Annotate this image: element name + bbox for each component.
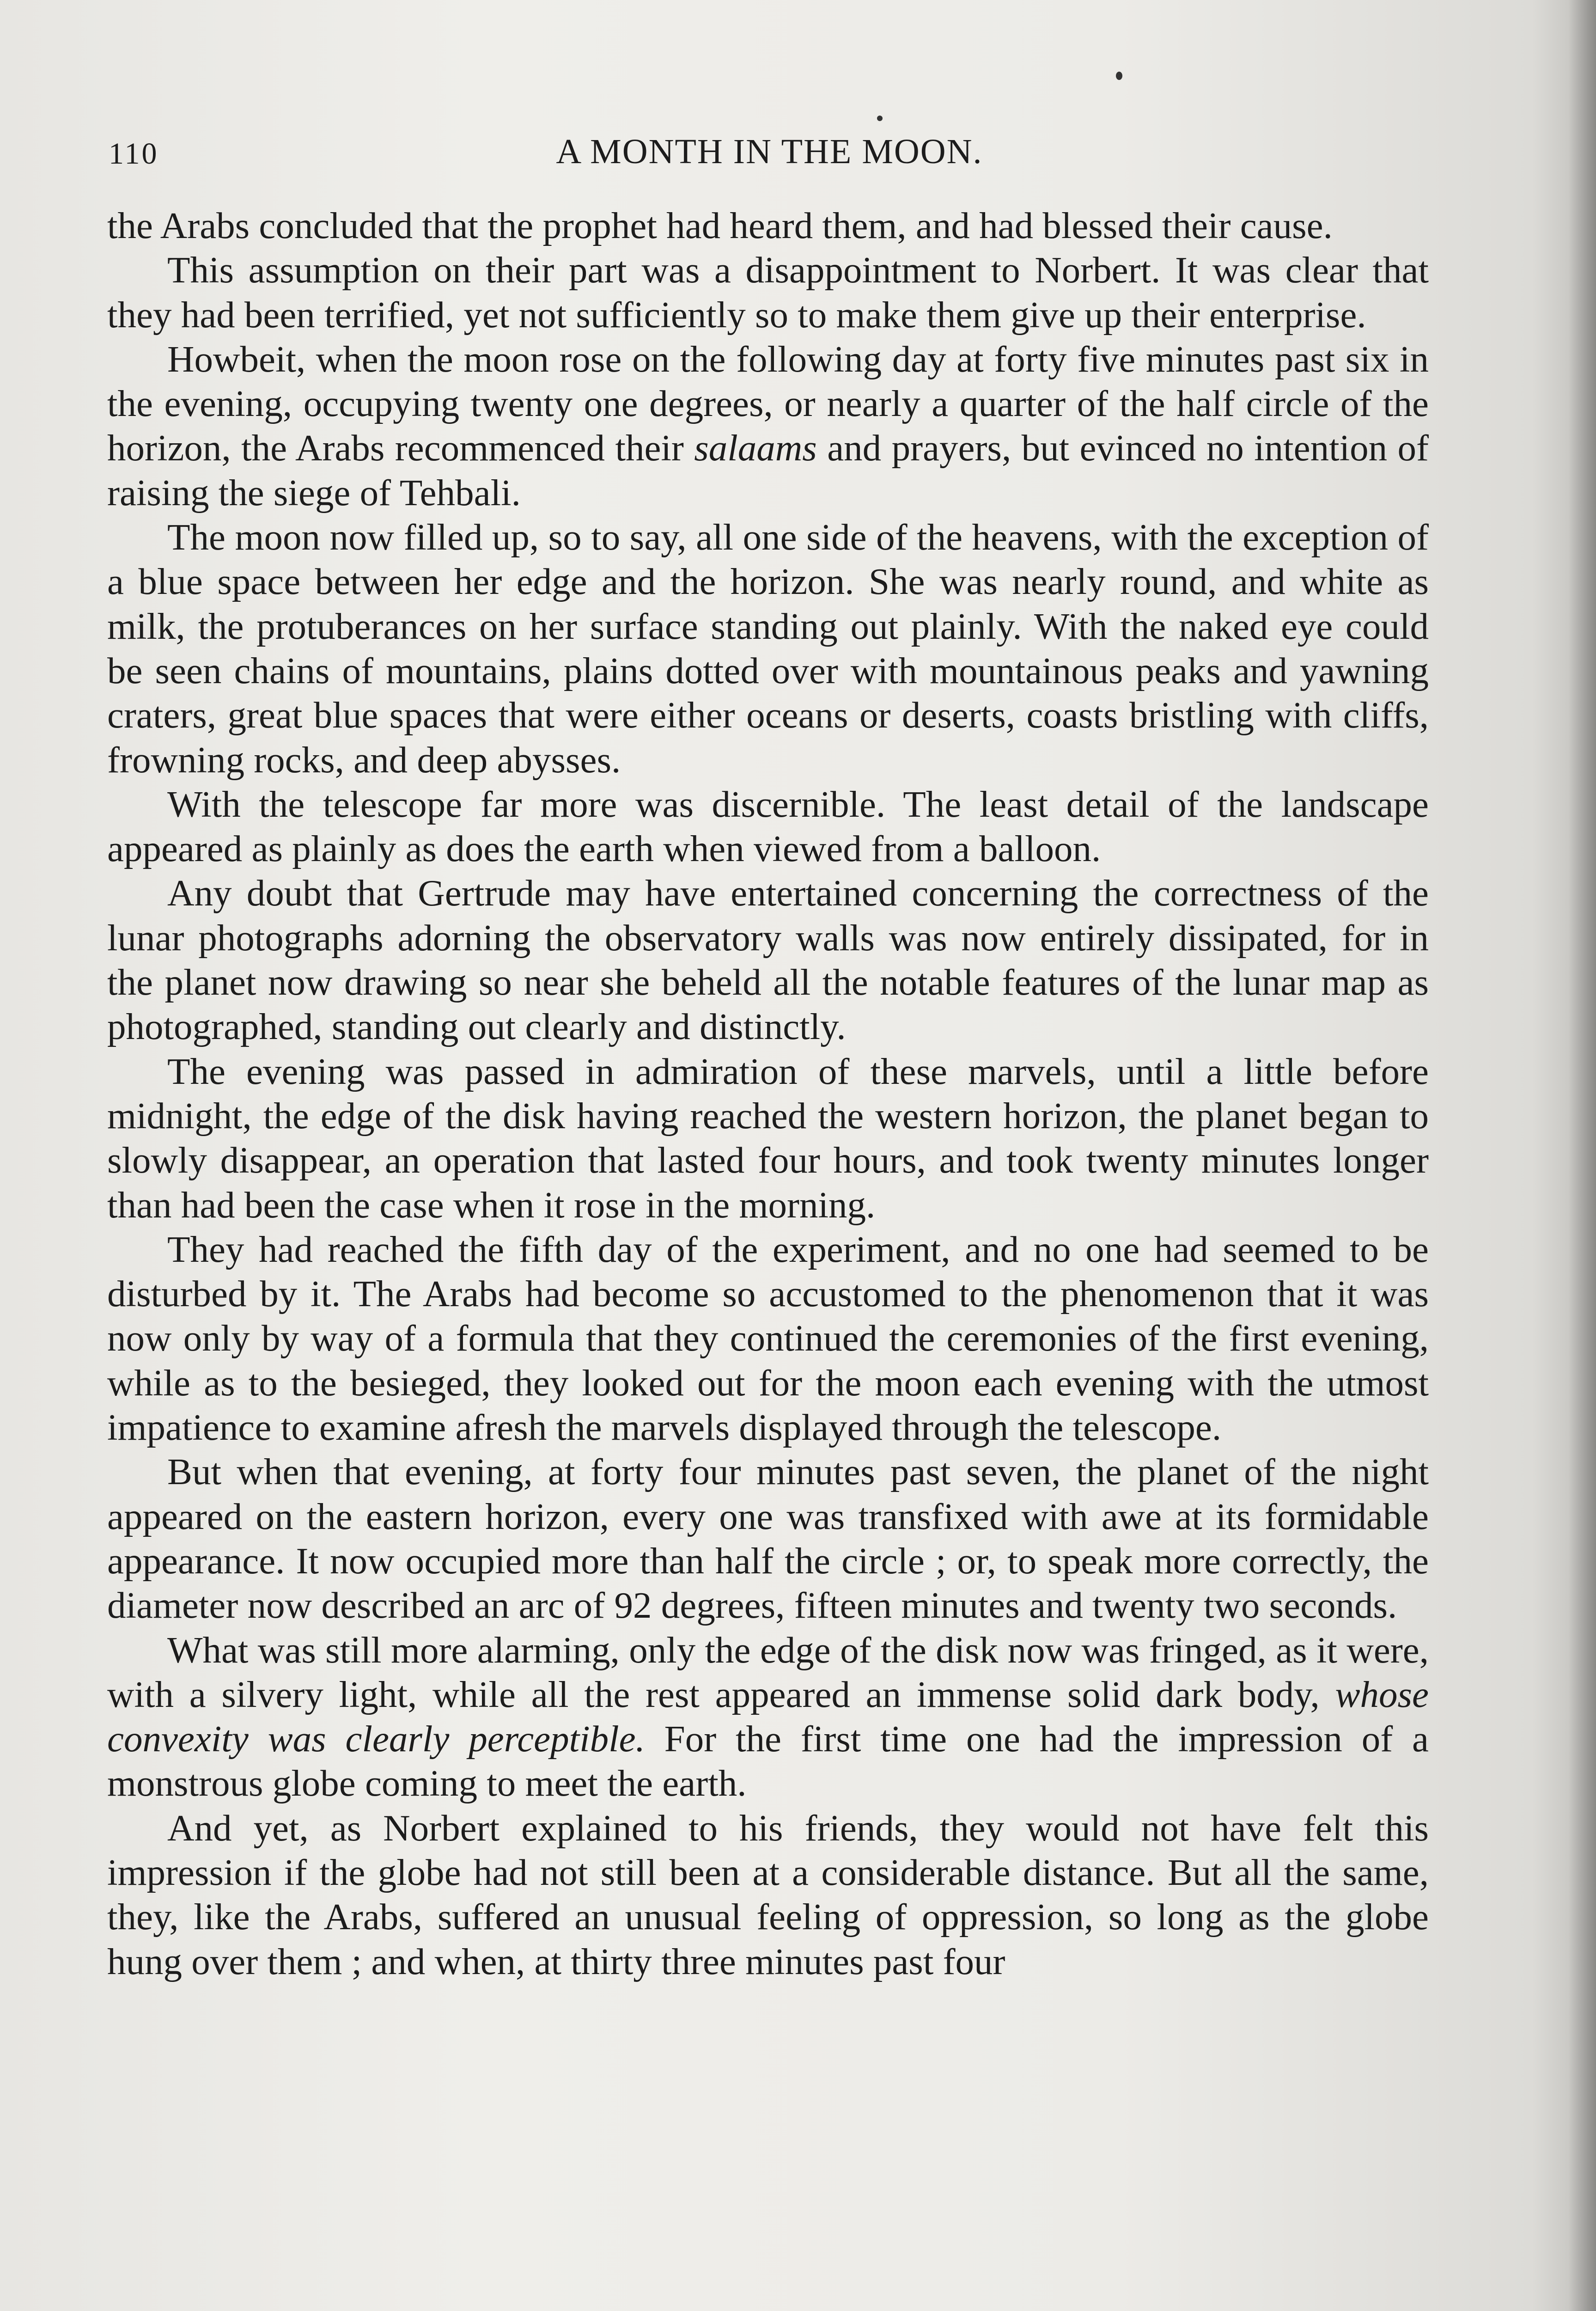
paragraph: This assumption on their part was a disappointment to Norbert. It was clear that they had been terrified, yet not sufficiently so to make them give up their enterprise. xyxy=(107,249,1429,336)
italic-text: whose convexity was clearly perceptible. xyxy=(107,1673,1429,1760)
running-title: A MONTH IN THE MOON. xyxy=(556,132,983,171)
paragraph: The moon now filled up, so to say, all one side of the heavens, with the exception of a blue space between her edge and the horizon. She was nearly round, and white as milk, the protuberances on her surface standing out plainly. With the naked eye could be seen chains of mountains, plains dotted over with mountainous peaks and yawning craters, great blue spaces that were either oceans or deserts, coasts bristling with cliffs, frowning rocks, and deep abysses. xyxy=(107,516,1429,781)
paragraph: And yet, as Norbert explained to his friends, they would not have felt this impression if the globe had not still been at a considerable distance. But all the same, they, like the Arabs, suffered an unusual feeling of oppression, so long as the globe hung over them ; and when, at thirty three minutes past four xyxy=(107,1807,1429,1982)
paragraph: The evening was passed in admiration of these marvels, until a little before midnight, the edge of the disk having reached the western horizon, the planet began to slowly disappear, an operation that lasted four hours, and took twenty minutes longer than had been the case when it rose in the morning. xyxy=(107,1050,1429,1226)
paragraph: What was still more alarming, only the edge of the disk now was fringed, as it were, with a silvery light, while all the rest appeared an immense solid dark body, whose convexity was clearly perceptible. For the first time one had the impression of a monstrous globe coming to meet the earth. xyxy=(107,1629,1429,1804)
ink-speck xyxy=(877,116,883,121)
italic-text: salaams xyxy=(694,427,817,469)
page-edge-shadow xyxy=(1568,0,1596,2311)
paragraph: With the telescope far more was discernible. The least detail of the landscape appeared as plainly as does the earth when viewed from a balloon. xyxy=(107,783,1429,870)
ink-speck xyxy=(1116,72,1122,80)
paragraph: Any doubt that Gertrude may have entertained concerning the correctness of the lunar photographs adorning the observatory walls was now entirely dissipated, for in the planet now drawing so near she beheld all the notable features of the lunar map as photographed, standing out clearly and distinctly. xyxy=(107,872,1429,1048)
body-text xyxy=(107,203,1429,1984)
paragraph: Howbeit, when the moon rose on the following day at forty five minutes past six in the evening, occupying twenty one degrees, or nearly a quarter of the half circle of the horizon, the Arabs recommenced their salaams and prayers, but evinced no intention of raising the siege of Tehbali. xyxy=(107,338,1429,514)
paragraph: They had reached the fifth day of the experiment, and no one had seemed to be disturbed by it. The Arabs had become so accustomed to the phenomenon that it was now only by way of a formula that they continued the ceremonies of the first evening, while as to the besieged, they looked out for the moon each evening with the utmost impatience to examine afresh the marvels displayed through the telescope. xyxy=(107,1228,1429,1449)
running-head xyxy=(109,132,1430,183)
paragraph: But when that evening, at forty four minutes past seven, the planet of the night appeared on the eastern horizon, every one was transfixed with awe at its formidable appearance. It now occupied more than half the circle ; or, to speak more correctly, the diameter now described an arc of 92 degrees, fifteen minutes and twenty two seconds. xyxy=(107,1451,1429,1626)
paragraph: the Arabs concluded that the prophet had heard them, and had blessed their cause. xyxy=(107,205,1333,246)
page-number: 110 xyxy=(109,137,159,171)
